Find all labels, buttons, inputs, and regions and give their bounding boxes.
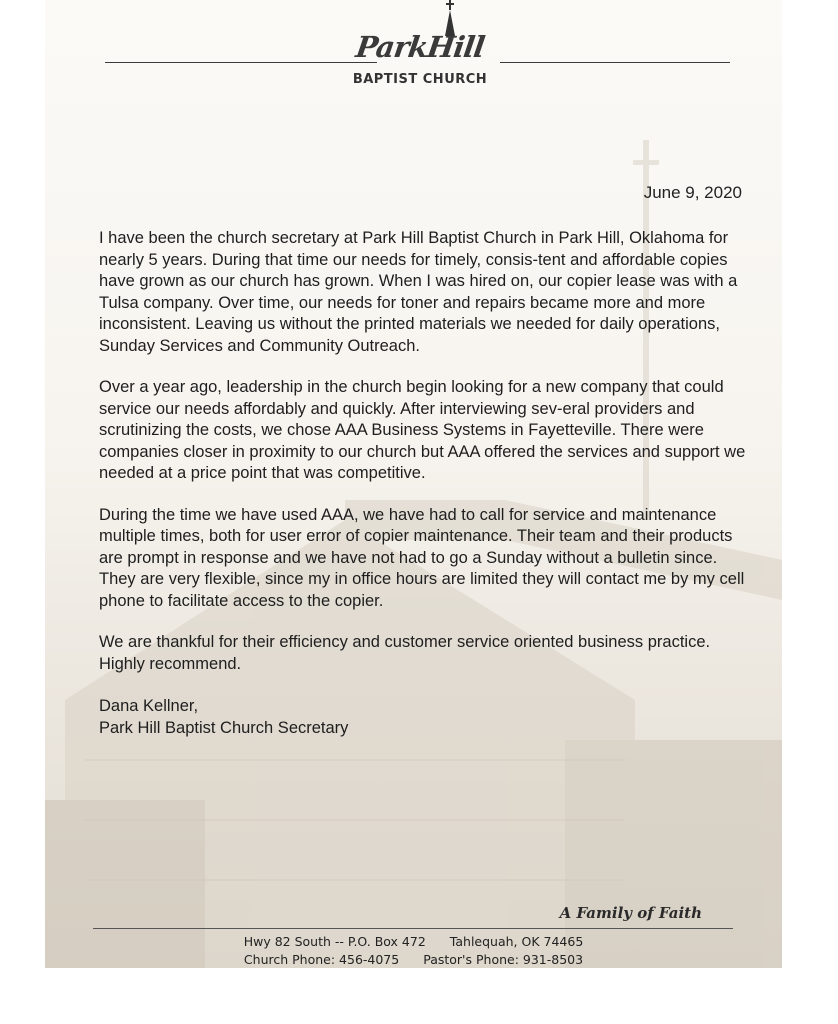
footer-address: Hwy 82 South -- P.O. Box 472 bbox=[243, 934, 426, 949]
letter-page bbox=[45, 0, 782, 968]
tagline: A Family of Faith bbox=[559, 904, 702, 922]
signer-title: Park Hill Baptist Church Secretary bbox=[99, 719, 349, 737]
signer-name: Dana Kellner, bbox=[99, 697, 199, 715]
church-phone: Church Phone: 456-4075 bbox=[243, 952, 400, 967]
paragraph: We are thankful for their efficiency and customer service oriented business practice. Highly recommend. bbox=[99, 633, 711, 673]
footer-city: Tahlequah, OK 74465 bbox=[449, 934, 584, 949]
letter-date: June 9, 2020 bbox=[643, 183, 742, 202]
footer-address-line bbox=[45, 934, 782, 949]
footer-phone-line bbox=[45, 952, 782, 967]
paragraph: During the time we have used AAA, we have had to call for service and maintenance multiple times, both for user error of copier maintenance. Their team and their products are prompt in response and we have not had to go a Sunday without a bulletin since. They are very flexible, since my in office hours are limited they will contact me by my cell phone to facilitate access to the copier. bbox=[99, 505, 745, 610]
pastor-phone: Pastor's Phone: 931-8503 bbox=[423, 952, 584, 967]
logo-script-text: ParkHill bbox=[353, 30, 487, 64]
footer-rule bbox=[93, 928, 733, 929]
letter-body bbox=[99, 228, 749, 739]
church-logo bbox=[335, 0, 495, 92]
paragraph: Over a year ago, leadership in the church begin looking for a new company that could service our needs affordably and quickly. After interviewing sev-eral providers and scrutinizing the costs, we chose AAA Business Systems in Fayetteville. There were companies closer in proximity to our church but AAA offered the services and support we needed at a price point that was competitive. bbox=[99, 378, 746, 482]
header-rule-right bbox=[500, 62, 730, 63]
logo-subtitle: BAPTIST CHURCH bbox=[352, 72, 488, 87]
signature-block bbox=[99, 695, 749, 739]
paragraph: I have been the church secretary at Park Hill Baptist Church in Park Hill, Oklahoma for nearly 5 years. During that time our needs for timely, consis-tent and affordable copies have grown as our church has grown. When I was hired on, our copier lease was with a Tulsa company. Over time, our needs for toner and repairs became more and more inconsistent. Leaving us without the printed materials we needed for daily operations, Sunday Services and Community Outreach. bbox=[99, 229, 738, 355]
